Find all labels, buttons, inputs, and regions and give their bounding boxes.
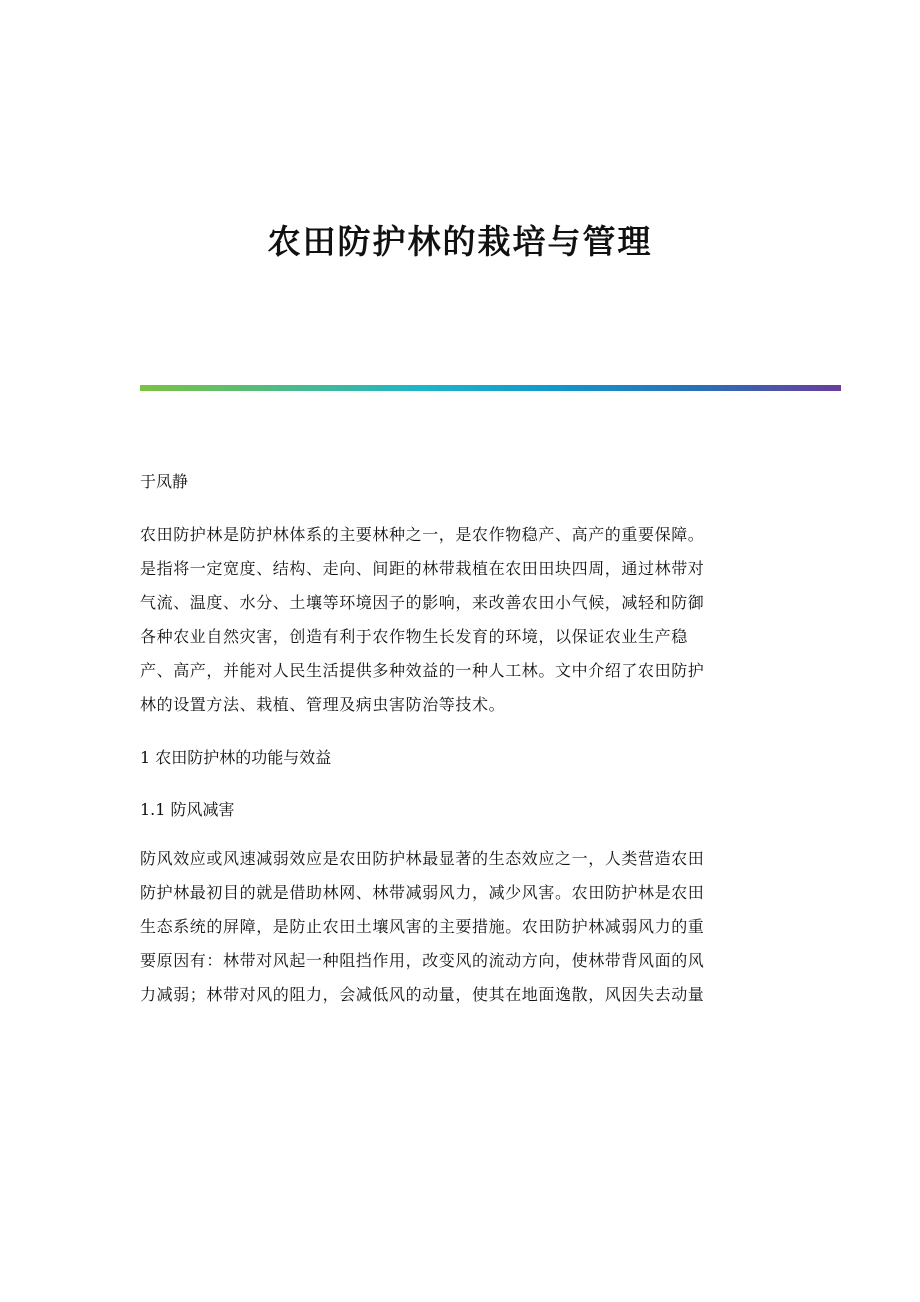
paragraph-line: 防护林最初目的就是借助林网、林带减弱风力，减少风害。农田防护林是农田 — [140, 883, 705, 902]
section-heading-1: 1 农田防护林的功能与效益 — [140, 748, 332, 767]
paragraph-line: 力减弱；林带对风的阻力，会减低风的动量，使其在地面逸散，风因失去动量 — [140, 985, 705, 1004]
paragraph-line: 气流、温度、水分、土壤等环境因子的影响，来改善农田小气候，减轻和防御 — [140, 593, 705, 612]
section-heading-1-1: 1.1 防风减害 — [140, 800, 235, 819]
title-divider — [140, 385, 841, 391]
paragraph-line: 防风效应或风速减弱效应是农田防护林最显著的生态效应之一，人类营造农田 — [140, 849, 705, 868]
abstract-paragraph — [140, 518, 775, 722]
paragraph-line: 要原因有：林带对风起一种阻挡作用，改变风的流动方向，使林带背风面的风 — [140, 951, 705, 970]
paragraph-line: 是指将一定宽度、结构、走向、间距的林带栽植在农田田块四周，通过林带对 — [140, 559, 705, 578]
paragraph-line: 生态系统的屏障，是防止农田土壤风害的主要措施。农田防护林减弱风力的重 — [140, 917, 705, 936]
body-paragraph — [140, 842, 775, 1012]
paragraph-line: 各种农业自然灾害，创造有利于农作物生长发育的环境，以保证农业生产稳 — [140, 627, 688, 646]
paragraph-line: 农田防护林是防护林体系的主要林种之一，是农作物稳产、高产的重要保障。 — [140, 525, 705, 544]
paragraph-line: 产、高产，并能对人民生活提供多种效益的一种人工林。文中介绍了农田防护 — [140, 661, 705, 680]
author-name: 于凤静 — [140, 472, 189, 491]
document-body — [140, 466, 775, 1028]
paragraph-line: 林的设置方法、栽植、管理及病虫害防治等技术。 — [140, 695, 506, 714]
document-title: 农田防护林的栽培与管理 — [267, 222, 653, 261]
